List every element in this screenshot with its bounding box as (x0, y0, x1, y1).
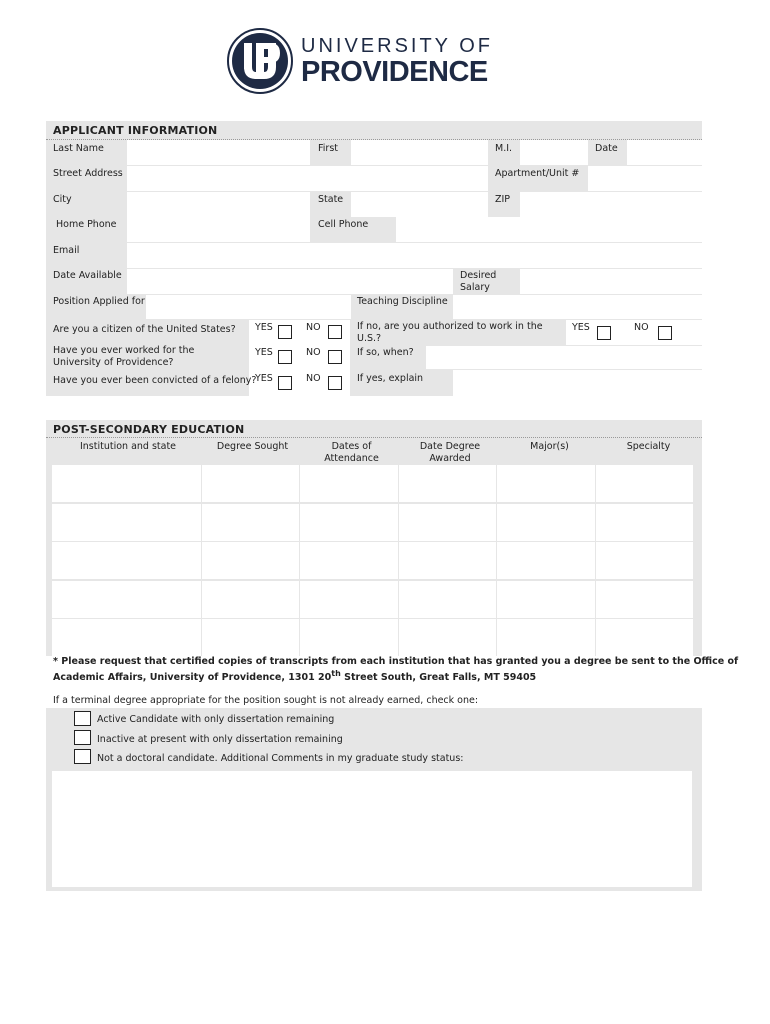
authorized-question: If no, are you authorized to work in the U.S.? (357, 321, 543, 344)
citizen-no-checkbox[interactable] (328, 325, 342, 339)
authorized-no-checkbox[interactable] (658, 326, 672, 340)
first-name-field[interactable] (351, 140, 488, 165)
last-name-field[interactable] (127, 140, 310, 165)
transcript-note-line2 (53, 668, 703, 684)
logo-line1: UNIVERSITY OF (301, 35, 493, 57)
street-address-label: Street Address (53, 168, 123, 179)
transcript-note-sup: th (331, 669, 341, 678)
state-label: State (318, 194, 344, 205)
education-cell[interactable] (497, 465, 595, 502)
education-cell[interactable] (300, 504, 398, 541)
email-field[interactable] (127, 243, 702, 268)
date-available-label: Date Available (53, 270, 122, 281)
education-cell[interactable] (300, 581, 398, 618)
university-logo (226, 27, 493, 99)
felony-no-label: NO (306, 373, 321, 384)
column-header-majors: Major(s) (530, 441, 569, 452)
teaching-discipline-field[interactable] (453, 295, 702, 319)
teaching-discipline-label: Teaching Discipline (357, 296, 448, 307)
education-cell[interactable] (52, 465, 201, 502)
authorized-yes-checkbox[interactable] (597, 326, 611, 340)
date-label: Date (595, 143, 618, 154)
education-cell[interactable] (497, 542, 595, 579)
date-available-field[interactable] (127, 269, 453, 294)
transcript-note-address-end: Street South, Great Falls, MT 59405 (340, 672, 537, 684)
active-candidate-label: Active Candidate with only dissertation remaining (97, 714, 335, 725)
authorized-no-label: NO (634, 322, 649, 333)
education-title-rule (46, 437, 702, 438)
education-cell[interactable] (202, 542, 299, 579)
column-header-institution: Institution and state (79, 441, 177, 452)
education-cell[interactable] (497, 619, 595, 656)
inactive-label: Inactive at present with only dissertation remaining (97, 734, 343, 745)
not-doctoral-checkbox[interactable] (74, 749, 91, 764)
explain-field[interactable] (453, 370, 702, 396)
additional-comments-field[interactable] (52, 771, 692, 887)
education-cell[interactable] (52, 504, 201, 541)
zip-field[interactable] (520, 192, 702, 217)
cell-phone-label: Cell Phone (318, 219, 369, 230)
felony-question: Have you ever been convicted of a felony? (53, 375, 257, 386)
zip-label: ZIP (495, 194, 511, 205)
position-applied-field[interactable] (146, 295, 351, 319)
education-cell[interactable] (300, 542, 398, 579)
last-name-label: Last Name (53, 143, 104, 154)
education-cell[interactable] (399, 465, 496, 502)
home-phone-field[interactable] (127, 217, 310, 242)
desired-salary-field[interactable] (520, 269, 702, 294)
citizen-yes-checkbox[interactable] (278, 325, 292, 339)
felony-yes-label: YES (255, 373, 273, 384)
desired-salary-label: Desired Salary (460, 270, 497, 293)
citizen-no-label: NO (306, 322, 321, 333)
not-doctoral-label: Not a doctoral candidate. Additional Comments in my graduate study status: (97, 753, 464, 764)
transcript-note-line1: * Please request that certified copies of transcripts from each institution that has granted you a degree be sent to the Office of (53, 656, 739, 667)
felony-yes-checkbox[interactable] (278, 376, 292, 390)
cell-phone-field[interactable] (396, 217, 702, 242)
citizen-question: Are you a citizen of the United States? (53, 324, 236, 335)
logo-line2: PROVIDENCE (301, 56, 488, 88)
city-field[interactable] (127, 192, 310, 217)
education-cell[interactable] (497, 581, 595, 618)
logo-emblem-icon (226, 27, 294, 95)
first-name-label: First (318, 143, 338, 154)
worked-question: Have you ever worked for the University of Providence? (53, 345, 195, 368)
middle-initial-field[interactable] (520, 140, 588, 165)
education-section-title: POST-SECONDARY EDUCATION (53, 423, 245, 436)
inactive-checkbox[interactable] (74, 730, 91, 745)
date-field[interactable] (627, 140, 702, 165)
position-applied-label: Position Applied for (53, 296, 145, 307)
citizen-yes-label: YES (255, 322, 273, 333)
education-cell[interactable] (399, 581, 496, 618)
column-header-degree-sought: Degree Sought (216, 441, 289, 452)
worked-no-checkbox[interactable] (328, 350, 342, 364)
education-cell[interactable] (399, 619, 496, 656)
education-cell[interactable] (596, 504, 693, 541)
transcript-note (53, 656, 739, 684)
worked-yes-checkbox[interactable] (278, 350, 292, 364)
when-field[interactable] (426, 346, 702, 369)
education-cell[interactable] (300, 465, 398, 502)
education-cell[interactable] (52, 619, 201, 656)
applicant-section-title: APPLICANT INFORMATION (53, 124, 218, 137)
education-cell[interactable] (202, 504, 299, 541)
education-cell[interactable] (596, 542, 693, 579)
home-phone-label: Home Phone (56, 219, 117, 230)
education-cell[interactable] (300, 619, 398, 656)
when-question: If so, when? (357, 347, 414, 358)
education-cell[interactable] (202, 465, 299, 502)
column-header-specialty: Specialty (626, 441, 671, 452)
education-cell[interactable] (52, 542, 201, 579)
education-cell[interactable] (596, 619, 693, 656)
authorized-yes-label: YES (572, 322, 590, 333)
worked-yes-label: YES (255, 347, 273, 358)
transcript-note-address: Academic Affairs, University of Providence, 1301 20 (53, 672, 332, 684)
education-cell[interactable] (399, 542, 496, 579)
education-cell[interactable] (202, 581, 299, 618)
column-header-date-awarded: Date Degree Awarded (419, 441, 481, 464)
terminal-degree-intro: If a terminal degree appropriate for the position sought is not already earned, check one: (53, 695, 479, 706)
apartment-field[interactable] (588, 166, 702, 191)
education-cell[interactable] (52, 581, 201, 618)
state-field[interactable] (351, 192, 488, 217)
education-cell[interactable] (596, 581, 693, 618)
street-address-field[interactable] (127, 166, 488, 191)
active-candidate-checkbox[interactable] (74, 711, 91, 726)
middle-initial-label: M.I. (495, 143, 513, 154)
worked-no-label: NO (306, 347, 321, 358)
apartment-label: Apartment/Unit # (495, 168, 580, 179)
education-cell[interactable] (202, 619, 299, 656)
felony-no-checkbox[interactable] (328, 376, 342, 390)
education-cell[interactable] (596, 465, 693, 502)
education-cell[interactable] (497, 504, 595, 541)
email-label: Email (53, 245, 80, 256)
education-cell[interactable] (399, 504, 496, 541)
column-header-dates-attendance: Dates of Attendance (324, 441, 379, 464)
education-table (52, 465, 699, 653)
explain-question: If yes, explain (357, 373, 424, 384)
city-label: City (53, 194, 72, 205)
